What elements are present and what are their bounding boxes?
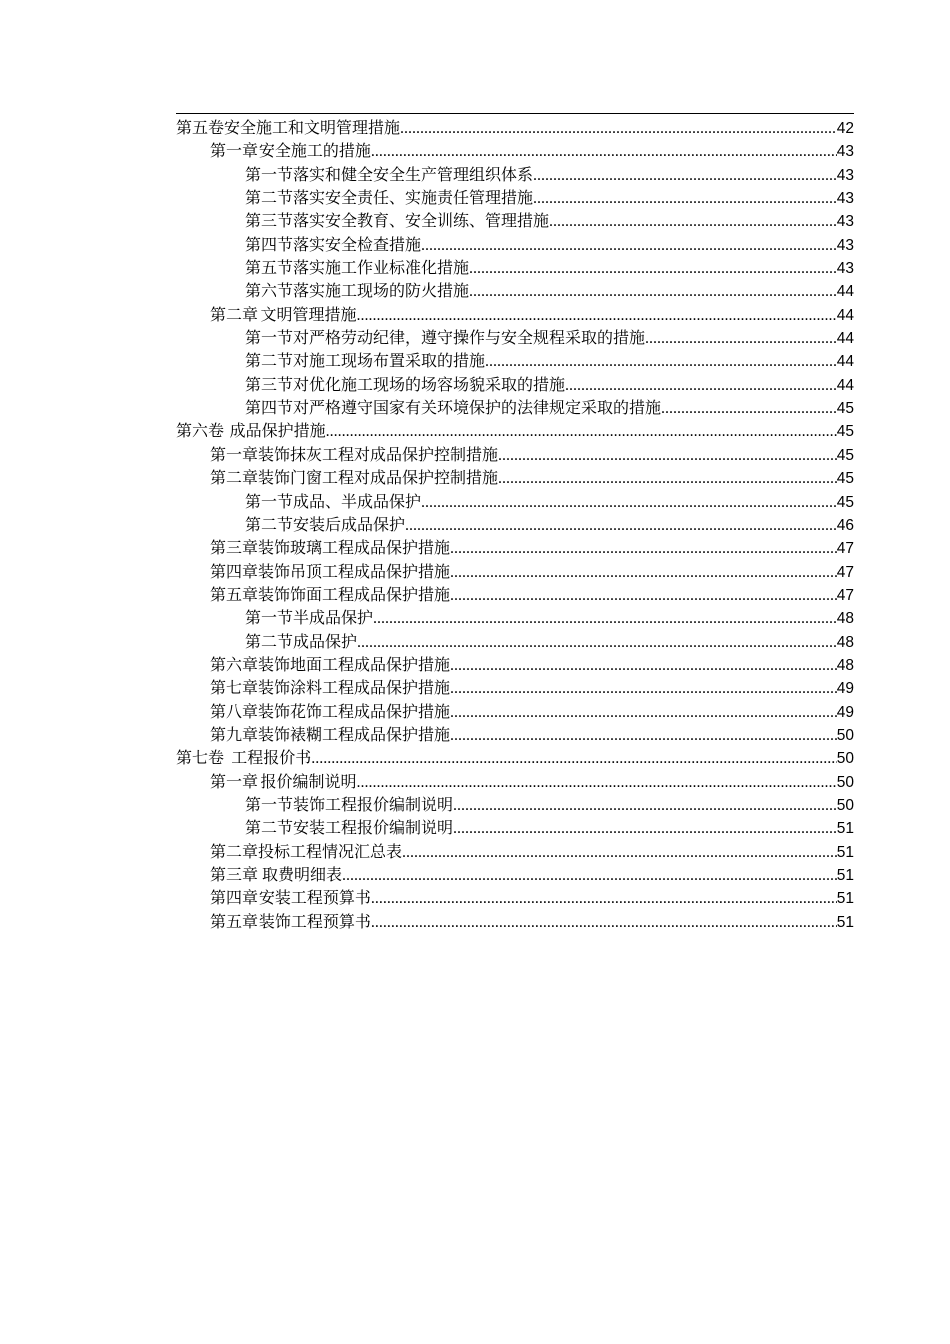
toc-entry-number: 第二节	[245, 631, 294, 651]
toc-entry-number: 第四节	[245, 234, 294, 254]
toc-entry-page-number: 43	[836, 213, 854, 231]
toc-entry[interactable]	[176, 443, 854, 466]
toc-entry-title: 对严格遵守国家有关环境保护的法律规定采取的措施	[293, 398, 662, 418]
toc-entry[interactable]	[176, 560, 854, 583]
toc-entry-number: 第六节	[245, 281, 294, 301]
toc-entry-page-number: 47	[836, 563, 854, 581]
toc-entry-number: 第八章	[210, 701, 259, 721]
toc-entry-number: 第二章	[210, 468, 259, 488]
toc-entry-number: 第一章	[210, 141, 259, 161]
toc-entry-title: 装饰花饰工程成品保护措施	[258, 701, 451, 721]
toc-leader-dots	[342, 864, 837, 887]
toc-entry-page-number: 46	[836, 516, 854, 534]
toc-leader-dots	[450, 724, 837, 747]
toc-entry-page-number: 49	[836, 680, 854, 698]
toc-entry-title: 装饰工程报价编制说明	[293, 794, 454, 814]
toc-leader-dots	[565, 374, 837, 397]
toc-entry-number: 第二节	[245, 188, 294, 208]
toc-entry[interactable]	[176, 863, 854, 886]
toc-entry-title: 成品、半成品保护	[293, 491, 422, 511]
toc-entry[interactable]	[176, 163, 854, 186]
toc-leader-dots	[661, 397, 837, 420]
toc-entry-title: 装饰涂料工程成品保护措施	[258, 678, 451, 698]
toc-entry-page-number: 44	[836, 283, 854, 301]
toc-entry-number: 第二章	[210, 841, 259, 861]
toc-entry-page-number: 43	[836, 166, 854, 184]
toc-entry-number: 第一节	[245, 608, 294, 628]
toc-entry-title: 对优化施工现场的场容场貌采取的措施	[293, 374, 566, 394]
toc-entry-page-number: 44	[836, 376, 854, 394]
toc-leader-dots	[400, 117, 837, 140]
toc-entry-page-number: 44	[836, 330, 854, 348]
toc-entry-page-number: 50	[836, 773, 854, 791]
toc-entry-title: 装饰门窗工程对成品保护控制措施	[258, 468, 499, 488]
toc-entry[interactable]	[176, 746, 854, 769]
toc-entry-number: 第一节	[245, 164, 294, 184]
toc-entry-title: 半成品保护	[293, 608, 374, 628]
toc-leader-dots	[450, 677, 837, 700]
toc-entry[interactable]	[176, 139, 854, 162]
toc-entry-title: 装饰地面工程成品保护措施	[258, 654, 451, 674]
toc-entry[interactable]	[176, 583, 854, 606]
toc-entry[interactable]	[176, 303, 854, 326]
toc-entry-page-number: 43	[836, 260, 854, 278]
toc-entry-number: 第一节	[245, 794, 294, 814]
toc-leader-dots	[371, 911, 837, 934]
toc-entry-number: 第三章	[210, 865, 259, 884]
toc-leader-dots	[356, 771, 836, 794]
toc-entry[interactable]	[176, 490, 854, 513]
toc-entry[interactable]	[176, 326, 854, 349]
toc-entry-page-number: 45	[836, 470, 854, 488]
toc-entry-title: 报价编制说明	[260, 771, 357, 791]
toc-entry-page-number: 44	[836, 353, 854, 371]
toc-entry[interactable]	[176, 279, 854, 302]
table-of-contents	[176, 116, 854, 933]
toc-entry-page-number: 45	[836, 400, 854, 418]
toc-entry-number: 第一章	[210, 444, 259, 464]
toc-entry-title: 对严格劳动纪律，遵守操作与安全规程采取的措施	[293, 328, 646, 348]
toc-entry-page-number: 51	[836, 820, 854, 838]
toc-entry-number: 第一节	[245, 491, 294, 511]
toc-entry-title: 成品保护措施	[229, 421, 326, 441]
toc-leader-dots	[371, 887, 837, 910]
toc-entry-page-number: 42	[836, 120, 854, 137]
toc-leader-dots	[421, 491, 837, 514]
toc-leader-dots	[645, 327, 837, 350]
toc-entry[interactable]	[176, 606, 854, 629]
toc-entry-page-number: 50	[836, 796, 854, 814]
toc-entry-title: 取费明细表	[261, 865, 342, 884]
toc-entry-number: 第四章	[210, 561, 259, 581]
toc-entry[interactable]	[176, 186, 854, 209]
toc-leader-dots	[311, 747, 837, 770]
toc-entry-number: 第四节	[245, 398, 294, 418]
toc-entry-number: 第三节	[245, 211, 294, 231]
toc-entry[interactable]	[176, 910, 854, 933]
toc-leader-dots	[405, 514, 837, 537]
toc-entry[interactable]	[176, 770, 854, 793]
toc-entry[interactable]	[176, 536, 854, 559]
toc-entry-title: 落实安全责任、实施责任管理措施	[293, 188, 534, 208]
toc-entry-page-number: 50	[836, 750, 854, 768]
toc-entry-page-number: 51	[836, 890, 854, 908]
toc-entry[interactable]	[176, 723, 854, 746]
toc-entry-page-number: 47	[836, 586, 854, 604]
toc-leader-dots	[356, 304, 836, 327]
toc-entry[interactable]	[176, 700, 854, 723]
toc-entry-title: 装饰玻璃工程成品保护措施	[258, 538, 451, 558]
toc-entry-title: 工程报价书	[231, 748, 312, 768]
toc-leader-dots	[469, 280, 837, 303]
toc-entry-title: 投标工程情况汇总表	[258, 841, 403, 861]
toc-entry-title: 安装工程报价编制说明	[293, 818, 454, 838]
toc-entry-title: 装饰裱糊工程成品保护措施	[258, 724, 451, 744]
toc-entry-page-number: 51	[836, 913, 854, 931]
toc-entry-page-number: 50	[836, 726, 854, 744]
toc-leader-dots	[498, 444, 837, 467]
toc-entry-number: 第五章	[210, 911, 259, 931]
toc-entry-number: 第五卷	[176, 118, 225, 137]
toc-leader-dots	[533, 164, 837, 187]
toc-entry-page-number: 45	[836, 493, 854, 511]
toc-entry-title: 装饰吊顶工程成品保护措施	[258, 561, 451, 581]
toc-leader-dots	[421, 234, 837, 257]
toc-entry-title: 安装后成品保护	[293, 514, 406, 534]
toc-entry-title: 落实和健全安全生产管理组织体系	[293, 164, 534, 184]
toc-entry-number: 第五章	[210, 584, 259, 604]
toc-entry-page-number: 44	[836, 306, 854, 324]
toc-entry-number: 第四章	[210, 888, 259, 908]
toc-entry-page-number: 48	[836, 633, 854, 651]
toc-entry-title: 装饰工程预算书	[258, 911, 371, 931]
toc-entry-page-number: 48	[836, 610, 854, 628]
toc-entry[interactable]	[176, 513, 854, 536]
toc-entry[interactable]	[176, 466, 854, 489]
toc-entry-number: 第七章	[210, 678, 259, 698]
toc-entry-page-number: 43	[836, 190, 854, 208]
toc-entry-page-number: 43	[836, 236, 854, 254]
toc-leader-dots	[533, 187, 837, 210]
toc-leader-dots	[450, 654, 837, 677]
toc-entry-title: 对施工现场布置采取的措施	[293, 351, 486, 371]
toc-entry-number: 第二节	[245, 818, 294, 838]
toc-leader-dots	[402, 841, 837, 864]
toc-leader-dots	[485, 350, 837, 373]
toc-entry[interactable]	[176, 373, 854, 396]
toc-leader-dots	[450, 561, 837, 584]
toc-entry[interactable]	[176, 396, 854, 419]
toc-entry[interactable]	[176, 676, 854, 699]
toc-entry-number: 第二节	[245, 351, 294, 371]
toc-entry-page-number: 51	[836, 867, 854, 884]
toc-entry[interactable]	[176, 233, 854, 256]
toc-entry-number: 第三节	[245, 374, 294, 394]
toc-leader-dots	[357, 631, 837, 654]
toc-entry[interactable]	[176, 349, 854, 372]
toc-entry-number: 第三章	[210, 538, 259, 558]
toc-leader-dots	[450, 584, 837, 607]
header-rule	[176, 113, 854, 114]
toc-entry[interactable]	[176, 793, 854, 816]
toc-entry-number: 第二节	[245, 514, 294, 534]
toc-leader-dots	[371, 140, 837, 163]
toc-leader-dots	[453, 794, 837, 817]
toc-leader-dots	[450, 537, 837, 560]
toc-entry-title: 落实安全检查措施	[293, 234, 422, 254]
toc-entry[interactable]	[176, 630, 854, 653]
toc-entry-number: 第一章	[210, 771, 259, 791]
toc-entry-title: 装饰饰面工程成品保护措施	[258, 584, 451, 604]
toc-entry-page-number: 43	[836, 143, 854, 161]
toc-entry[interactable]	[176, 653, 854, 676]
toc-entry[interactable]	[176, 116, 854, 139]
toc-leader-dots	[326, 420, 837, 443]
toc-entry-title: 落实施工现场的防火措施	[293, 281, 470, 301]
toc-leader-dots	[498, 467, 837, 490]
toc-entry-page-number: 45	[836, 423, 854, 441]
toc-entry-title: 文明管理措施	[260, 304, 357, 324]
toc-entry[interactable]	[176, 886, 854, 909]
toc-entry[interactable]	[176, 419, 854, 442]
toc-entry-title: 装饰抹灰工程对成品保护控制措施	[258, 444, 499, 464]
toc-leader-dots	[450, 701, 837, 724]
toc-entry[interactable]	[176, 209, 854, 232]
toc-entry-number: 第五节	[245, 258, 294, 278]
toc-entry[interactable]	[176, 256, 854, 279]
toc-entry[interactable]	[176, 816, 854, 839]
toc-entry-number: 第一节	[245, 328, 294, 348]
toc-leader-dots	[453, 817, 837, 840]
toc-entry-title: 安全施工的措施	[258, 141, 371, 161]
toc-entry-number: 第九章	[210, 724, 259, 744]
toc-leader-dots	[373, 607, 837, 630]
toc-entry-page-number: 48	[836, 656, 854, 674]
toc-leader-dots	[469, 257, 837, 280]
toc-entry-number: 第七卷	[176, 748, 225, 768]
toc-entry-page-number: 45	[836, 446, 854, 464]
toc-entry-title: 安装工程预算书	[258, 888, 371, 908]
toc-entry-title: 成品保护	[293, 631, 358, 651]
toc-entry[interactable]	[176, 840, 854, 863]
toc-entry-title: 安全施工和文明管理措施	[224, 118, 401, 137]
toc-entry-page-number: 47	[836, 540, 854, 558]
toc-entry-title: 落实施工作业标准化措施	[293, 258, 470, 278]
toc-leader-dots	[549, 210, 837, 233]
toc-entry-number: 第二章	[210, 304, 259, 324]
toc-entry-number: 第六章	[210, 654, 259, 674]
toc-entry-title: 落实安全教育、安全训练、管理措施	[293, 211, 550, 231]
toc-entry-page-number: 49	[836, 703, 854, 721]
toc-entry-number: 第六卷	[176, 421, 225, 441]
toc-entry-page-number: 51	[836, 843, 854, 861]
